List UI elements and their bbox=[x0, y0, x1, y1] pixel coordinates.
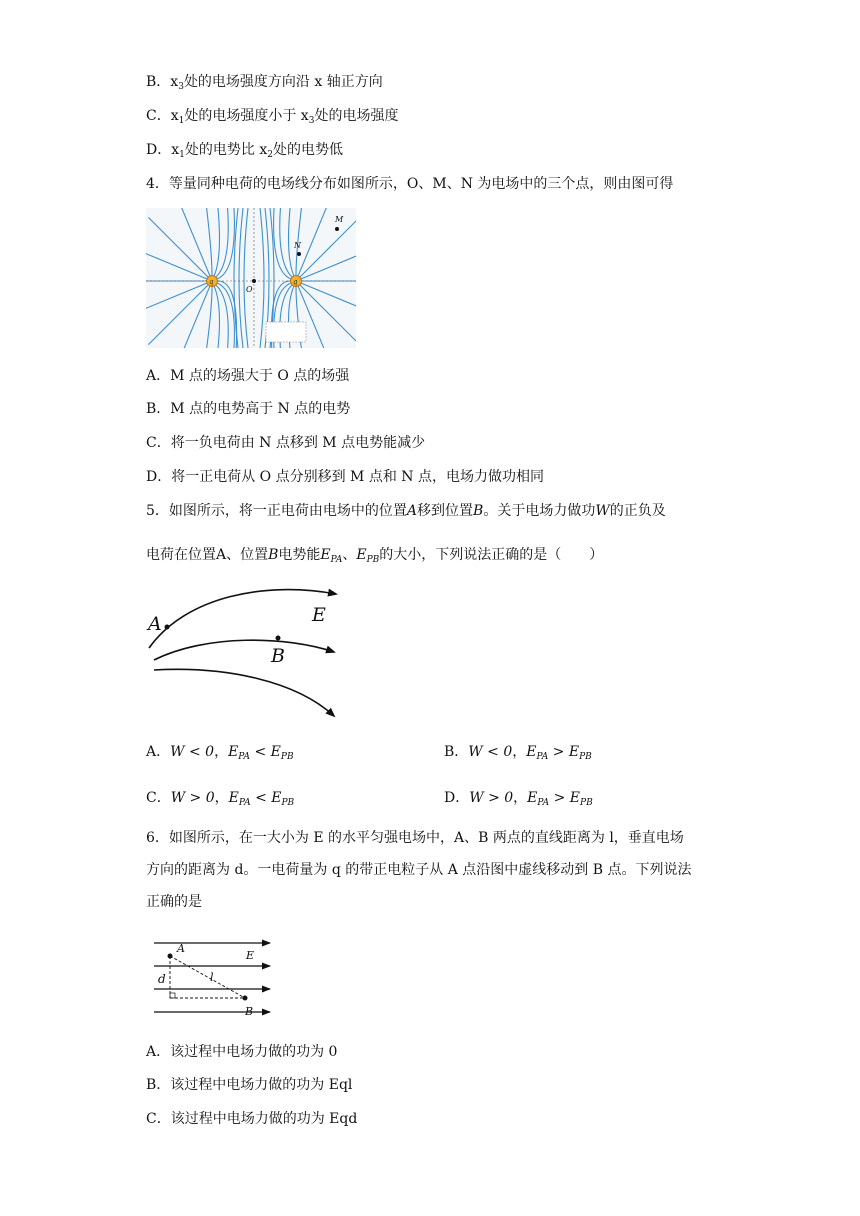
question-5-stem-2: 电荷在位置A、位置B电势能$E_{PA}$、$E_{PB}$的大小，下列说法正确的是（ ） bbox=[146, 547, 604, 565]
label-a: A bbox=[177, 942, 185, 955]
figure-4-field-lines bbox=[146, 208, 356, 348]
option-4b: B．M 点的电势高于 N 点的电势 bbox=[146, 401, 351, 417]
figure-4-background bbox=[146, 208, 356, 348]
label-d: d bbox=[158, 972, 166, 986]
option-5a: A．W < 0，$E_{PA} < E_{PB}$ bbox=[146, 744, 294, 762]
label-n: N bbox=[294, 241, 301, 250]
point-n bbox=[297, 252, 301, 256]
label-b: B bbox=[245, 1005, 254, 1018]
point-a bbox=[165, 625, 170, 630]
label-a: A bbox=[148, 613, 162, 635]
charge-left-label: q bbox=[209, 278, 214, 286]
charge-right-label: q bbox=[293, 278, 298, 286]
point-b bbox=[276, 636, 281, 641]
label-e: E bbox=[312, 604, 326, 626]
option-3c: C．$x_1$处的电场强度小于 $x_3$处的电场强度 bbox=[146, 108, 399, 126]
option-4c: C．将一负电荷由 N 点移到 M 点电势能减少 bbox=[146, 435, 426, 451]
option-5b: B．W < 0，$E_{PA} > E_{PB}$ bbox=[444, 744, 592, 762]
question-5-stem-1: 5．如图所示，将一正电荷由电场中的位置A移到位置B。关于电场力做功W的正负及 bbox=[146, 503, 666, 519]
figure-5-field-curves bbox=[146, 576, 346, 726]
label-b: B bbox=[271, 645, 285, 667]
label-l: l bbox=[210, 971, 214, 984]
option-6b: B．该过程中电场力做的功为 Eql bbox=[146, 1077, 353, 1093]
question-6-stem-2: 方向的距离为 d。一电荷量为 q 的带正电粒子从 A 点沿图中虚线移动到 B 点。下列说法 bbox=[146, 862, 692, 878]
option-4a: A．M 点的场强大于 O 点的场强 bbox=[146, 368, 350, 384]
point-a bbox=[168, 954, 173, 959]
option-5c: C．W > 0，$E_{PA} < E_{PB}$ bbox=[146, 790, 295, 808]
figure-6-uniform-field bbox=[152, 934, 278, 1020]
option-3b: B．$x_3$处的电场强度方向沿 x 轴正方向 bbox=[146, 74, 383, 92]
question-6-stem-3: 正确的是 bbox=[146, 894, 202, 910]
point-o bbox=[252, 279, 256, 283]
option-3d: D．$x_1$处的电势比 $x_2$处的电势低 bbox=[146, 142, 343, 160]
option-5d: D．W > 0，$E_{PA} > E_{PB}$ bbox=[444, 790, 593, 808]
question-6-stem-1: 6．如图所示，在一大小为 E 的水平匀强电场中，A、B 两点的直线距离为 l，垂直电场 bbox=[146, 830, 684, 846]
point-b bbox=[243, 996, 248, 1001]
option-6c: C．该过程中电场力做的功为 Eqd bbox=[146, 1111, 358, 1127]
option-4d: D．将一正电荷从 O 点分别移到 M 点和 N 点，电场力做功相同 bbox=[146, 469, 544, 485]
option-6a: A．该过程中电场力做的功为 0 bbox=[146, 1044, 338, 1060]
label-e: E bbox=[246, 949, 255, 962]
point-m bbox=[335, 227, 339, 231]
label-m: M bbox=[335, 215, 344, 224]
label-o: O bbox=[246, 285, 253, 294]
question-4-stem: 4．等量同种电荷的电场线分布如图所示，O、M、N 为电场中的三个点，则由图可得 bbox=[146, 176, 674, 192]
